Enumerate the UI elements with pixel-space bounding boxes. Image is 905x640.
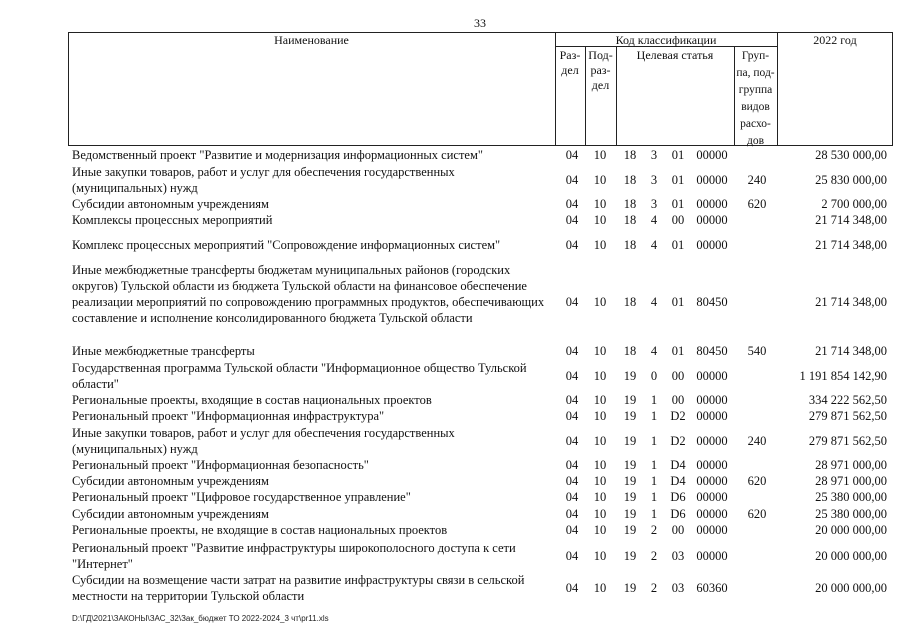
- row-pr-cell: 10: [593, 507, 607, 521]
- row-t1-cell: 19: [623, 523, 637, 537]
- row-vr-cell: 240: [747, 434, 767, 448]
- row-name: Субсидии на возмещение части затрат на развитие инфраструктуры связи в сельской местности на территории Тульской области: [72, 573, 525, 603]
- row-pr-cell: 10: [593, 148, 607, 162]
- row-t1-cell: 19: [623, 369, 637, 383]
- row-r-cell: 04: [565, 369, 579, 383]
- table-row: [0, 392, 905, 408]
- row-t1-cell: 19: [623, 490, 637, 504]
- table-row: [0, 343, 905, 359]
- row-name: Иные межбюджетные трансферты бюджетам муниципальных районов (городских округов) Тульской области из бюджета Тульской области на финансовое обеспечение реализации мероприятий по сопровождению программных продуктов, обеспечивающих составление и исполнение консолидированного бюджета Тульской области: [72, 263, 545, 325]
- row-t1-cell: 19: [623, 434, 637, 448]
- table-row: [0, 147, 905, 163]
- row-sum-cell: 2 700 000,00: [821, 197, 887, 211]
- row-vr-cell: 540: [747, 344, 767, 358]
- row-sum-cell: 28 971 000,00: [815, 474, 887, 488]
- row-r-cell: 04: [565, 393, 579, 407]
- header-group-line: па, под-: [736, 67, 775, 79]
- row-pr-cell: 10: [593, 581, 607, 595]
- row-r-cell: 04: [565, 523, 579, 537]
- row-sum-cell: 21 714 348,00: [815, 238, 887, 252]
- header-group-line: расхо-: [740, 118, 771, 130]
- row-name: Государственная программа Тульской области "Информационное общество Тульской области": [72, 361, 527, 391]
- table-row: [0, 360, 905, 392]
- row-t3-cell: D4: [670, 458, 686, 472]
- row-r-cell: 04: [565, 434, 579, 448]
- table-row: [0, 457, 905, 473]
- row-t1-cell: 19: [623, 393, 637, 407]
- row-vr-cell: 620: [747, 507, 767, 521]
- row-pr-cell: 10: [593, 490, 607, 504]
- table-row: [0, 473, 905, 489]
- row-t2-cell: 2: [650, 523, 658, 537]
- row-t4-cell: 00000: [696, 434, 728, 448]
- header-podrazdel-line: дел: [591, 78, 610, 92]
- row-t3-cell: 03: [671, 581, 685, 595]
- row-t4-cell: 60360: [696, 581, 728, 595]
- row-t4-cell: 00000: [696, 549, 728, 563]
- row-pr-cell: 10: [593, 173, 607, 187]
- row-r-cell: 04: [565, 474, 579, 488]
- row-t3-cell: 01: [671, 197, 685, 211]
- row-r-cell: 04: [565, 507, 579, 521]
- row-t3-cell: 01: [671, 148, 685, 162]
- row-t4-cell: 00000: [696, 507, 728, 521]
- row-name: Региональные проекты, не входящие в состав национальных проектов: [72, 523, 448, 537]
- row-sum-cell: 20 000 000,00: [815, 581, 887, 595]
- row-name: Иные закупки товаров, работ и услуг для обеспечения государственных (муниципальных) нужд: [72, 426, 455, 456]
- row-name: Иные закупки товаров, работ и услуг для обеспечения государственных (муниципальных) нужд: [72, 165, 455, 195]
- row-pr-cell: 10: [593, 238, 607, 252]
- row-r-cell: 04: [565, 213, 579, 227]
- row-t3-cell: D2: [670, 434, 686, 448]
- page-number: 33: [474, 16, 486, 30]
- file-path-footer: D:\ГД\2021\ЗАКОНЫ\ЗАС_32\Зак_бюджет ТО 2022-2024_3 чт\pr11.xls: [72, 614, 329, 623]
- row-t2-cell: 1: [650, 474, 658, 488]
- row-name: Субсидии автономным учреждениям: [72, 507, 269, 521]
- header-podrazdel-line: раз-: [590, 63, 611, 77]
- row-t4-cell: 00000: [696, 523, 728, 537]
- row-name: Ведомственный проект "Развитие и модернизация информационных систем": [72, 148, 483, 162]
- table-row: [0, 212, 905, 228]
- row-sum-cell: 25 830 000,00: [815, 173, 887, 187]
- row-t4-cell: 00000: [696, 409, 728, 423]
- header-group-line: видов: [741, 101, 770, 113]
- row-t3-cell: 03: [671, 549, 685, 563]
- row-t4-cell: 00000: [696, 213, 728, 227]
- row-t2-cell: 3: [650, 197, 658, 211]
- row-r-cell: 04: [565, 148, 579, 162]
- row-r-cell: 04: [565, 238, 579, 252]
- row-pr-cell: 10: [593, 523, 607, 537]
- row-sum-cell: 1 191 854 142,90: [799, 369, 887, 383]
- row-name: Иные межбюджетные трансферты: [72, 344, 255, 358]
- row-name: Региональный проект "Информационная безопасность": [72, 458, 369, 472]
- row-t4-cell: 00000: [696, 238, 728, 252]
- row-pr-cell: 10: [593, 344, 607, 358]
- table-row: [0, 408, 905, 424]
- row-r-cell: 04: [565, 295, 579, 309]
- header-year: 2022 год: [813, 33, 857, 47]
- table-row: [0, 489, 905, 505]
- row-t4-cell: 80450: [696, 344, 728, 358]
- header-name: Наименование: [274, 33, 349, 47]
- row-t3-cell: 01: [671, 173, 685, 187]
- header-code: Код классификации: [615, 33, 717, 47]
- header-group-line: Груп-: [741, 50, 770, 62]
- row-t4-cell: 00000: [696, 148, 728, 162]
- row-t4-cell: 00000: [696, 369, 728, 383]
- row-t2-cell: 1: [650, 490, 658, 504]
- row-t2-cell: 1: [650, 409, 658, 423]
- row-t1-cell: 18: [623, 344, 637, 358]
- row-t1-cell: 19: [623, 549, 637, 563]
- header-group-line: дов: [746, 135, 765, 147]
- row-t3-cell: 01: [671, 344, 685, 358]
- row-t4-cell: 00000: [696, 393, 728, 407]
- row-r-cell: 04: [565, 197, 579, 211]
- row-pr-cell: 10: [593, 474, 607, 488]
- row-t3-cell: D6: [670, 490, 686, 504]
- row-r-cell: 04: [565, 173, 579, 187]
- row-vr-cell: 620: [747, 474, 767, 488]
- row-t3-cell: 01: [671, 295, 685, 309]
- row-t2-cell: 4: [650, 344, 658, 358]
- row-t3-cell: 00: [671, 213, 685, 227]
- row-name: Комплекс процессных мероприятий "Сопровождение информационных систем": [72, 238, 501, 252]
- row-name: Региональный проект "Развитие инфраструктуры широкополосного доступа к сети "Интернет": [72, 541, 516, 571]
- row-r-cell: 04: [565, 344, 579, 358]
- row-t2-cell: 4: [650, 213, 658, 227]
- row-pr-cell: 10: [593, 295, 607, 309]
- row-t4-cell: 00000: [696, 173, 728, 187]
- table-row: [0, 237, 905, 253]
- table-row: [0, 262, 905, 342]
- row-t4-cell: 00000: [696, 490, 728, 504]
- row-sum-cell: 25 380 000,00: [815, 490, 887, 504]
- row-r-cell: 04: [565, 458, 579, 472]
- row-sum-cell: 20 000 000,00: [815, 549, 887, 563]
- row-t2-cell: 1: [650, 393, 658, 407]
- row-t2-cell: 2: [650, 549, 658, 563]
- row-t2-cell: 4: [650, 295, 658, 309]
- row-t1-cell: 19: [623, 458, 637, 472]
- row-pr-cell: 10: [593, 549, 607, 563]
- table-row: [0, 522, 905, 538]
- row-t1-cell: 18: [623, 173, 637, 187]
- row-t2-cell: 1: [650, 434, 658, 448]
- row-pr-cell: 10: [593, 213, 607, 227]
- row-t2-cell: 1: [650, 458, 658, 472]
- row-t2-cell: 2: [650, 581, 658, 595]
- header-group-line: группа: [738, 84, 773, 96]
- row-t2-cell: 4: [650, 238, 658, 252]
- row-t2-cell: 1: [650, 507, 658, 521]
- row-t1-cell: 19: [623, 409, 637, 423]
- header-podrazdel-line: Под-: [588, 48, 613, 62]
- row-t4-cell: 00000: [696, 197, 728, 211]
- row-t1-cell: 18: [623, 213, 637, 227]
- row-pr-cell: 10: [593, 197, 607, 211]
- row-t3-cell: D6: [670, 507, 686, 521]
- row-sum-cell: 21 714 348,00: [815, 344, 887, 358]
- row-pr-cell: 10: [593, 458, 607, 472]
- row-pr-cell: 10: [593, 369, 607, 383]
- row-t1-cell: 19: [623, 474, 637, 488]
- row-t4-cell: 00000: [696, 458, 728, 472]
- row-sum-cell: 25 380 000,00: [815, 507, 887, 521]
- table-row: [0, 164, 905, 196]
- row-sum-cell: 28 530 000,00: [815, 148, 887, 162]
- row-r-cell: 04: [565, 549, 579, 563]
- row-vr-cell: 620: [747, 197, 767, 211]
- row-t2-cell: 0: [650, 369, 658, 383]
- row-t1-cell: 19: [623, 507, 637, 521]
- row-t3-cell: D2: [670, 409, 686, 423]
- row-sum-cell: 21 714 348,00: [815, 295, 887, 309]
- row-name: Региональные проекты, входящие в состав национальных проектов: [72, 393, 432, 407]
- row-sum-cell: 21 714 348,00: [815, 213, 887, 227]
- row-t4-cell: 00000: [696, 474, 728, 488]
- row-sum-cell: 20 000 000,00: [815, 523, 887, 537]
- row-t2-cell: 3: [650, 173, 658, 187]
- row-name: Комплексы процессных мероприятий: [72, 213, 273, 227]
- row-r-cell: 04: [565, 490, 579, 504]
- row-name: Субсидии автономным учреждениям: [72, 474, 269, 488]
- row-pr-cell: 10: [593, 434, 607, 448]
- row-t1-cell: 18: [623, 148, 637, 162]
- row-sum-cell: 279 871 562,50: [808, 409, 887, 423]
- row-t1-cell: 19: [623, 581, 637, 595]
- table-row: [0, 572, 905, 604]
- row-sum-cell: 334 222 562,50: [808, 393, 887, 407]
- table-row: [0, 196, 905, 212]
- row-pr-cell: 10: [593, 409, 607, 423]
- table-row: [0, 540, 905, 572]
- row-t4-cell: 80450: [696, 295, 728, 309]
- row-t1-cell: 18: [623, 238, 637, 252]
- row-t3-cell: 00: [671, 369, 685, 383]
- row-r-cell: 04: [565, 409, 579, 423]
- row-t3-cell: 00: [671, 523, 685, 537]
- header-target: Целевая статья: [636, 48, 714, 62]
- row-t3-cell: 00: [671, 393, 685, 407]
- table-row: [0, 425, 905, 457]
- row-t3-cell: D4: [670, 474, 686, 488]
- row-t2-cell: 3: [650, 148, 658, 162]
- row-name: Региональный проект "Информационная инфраструктура": [72, 409, 385, 423]
- row-t3-cell: 01: [671, 238, 685, 252]
- row-t1-cell: 18: [623, 197, 637, 211]
- header-razdel-line: Раз-: [559, 48, 581, 62]
- row-r-cell: 04: [565, 581, 579, 595]
- row-vr-cell: 240: [747, 173, 767, 187]
- header-razdel-line: дел: [561, 63, 579, 77]
- row-t1-cell: 18: [623, 295, 637, 309]
- row-pr-cell: 10: [593, 393, 607, 407]
- row-name: Субсидии автономным учреждениям: [72, 197, 269, 211]
- row-sum-cell: 28 971 000,00: [815, 458, 887, 472]
- row-sum-cell: 279 871 562,50: [808, 434, 887, 448]
- table-row: [0, 506, 905, 522]
- row-name: Региональный проект "Цифровое государственное управление": [72, 490, 411, 504]
